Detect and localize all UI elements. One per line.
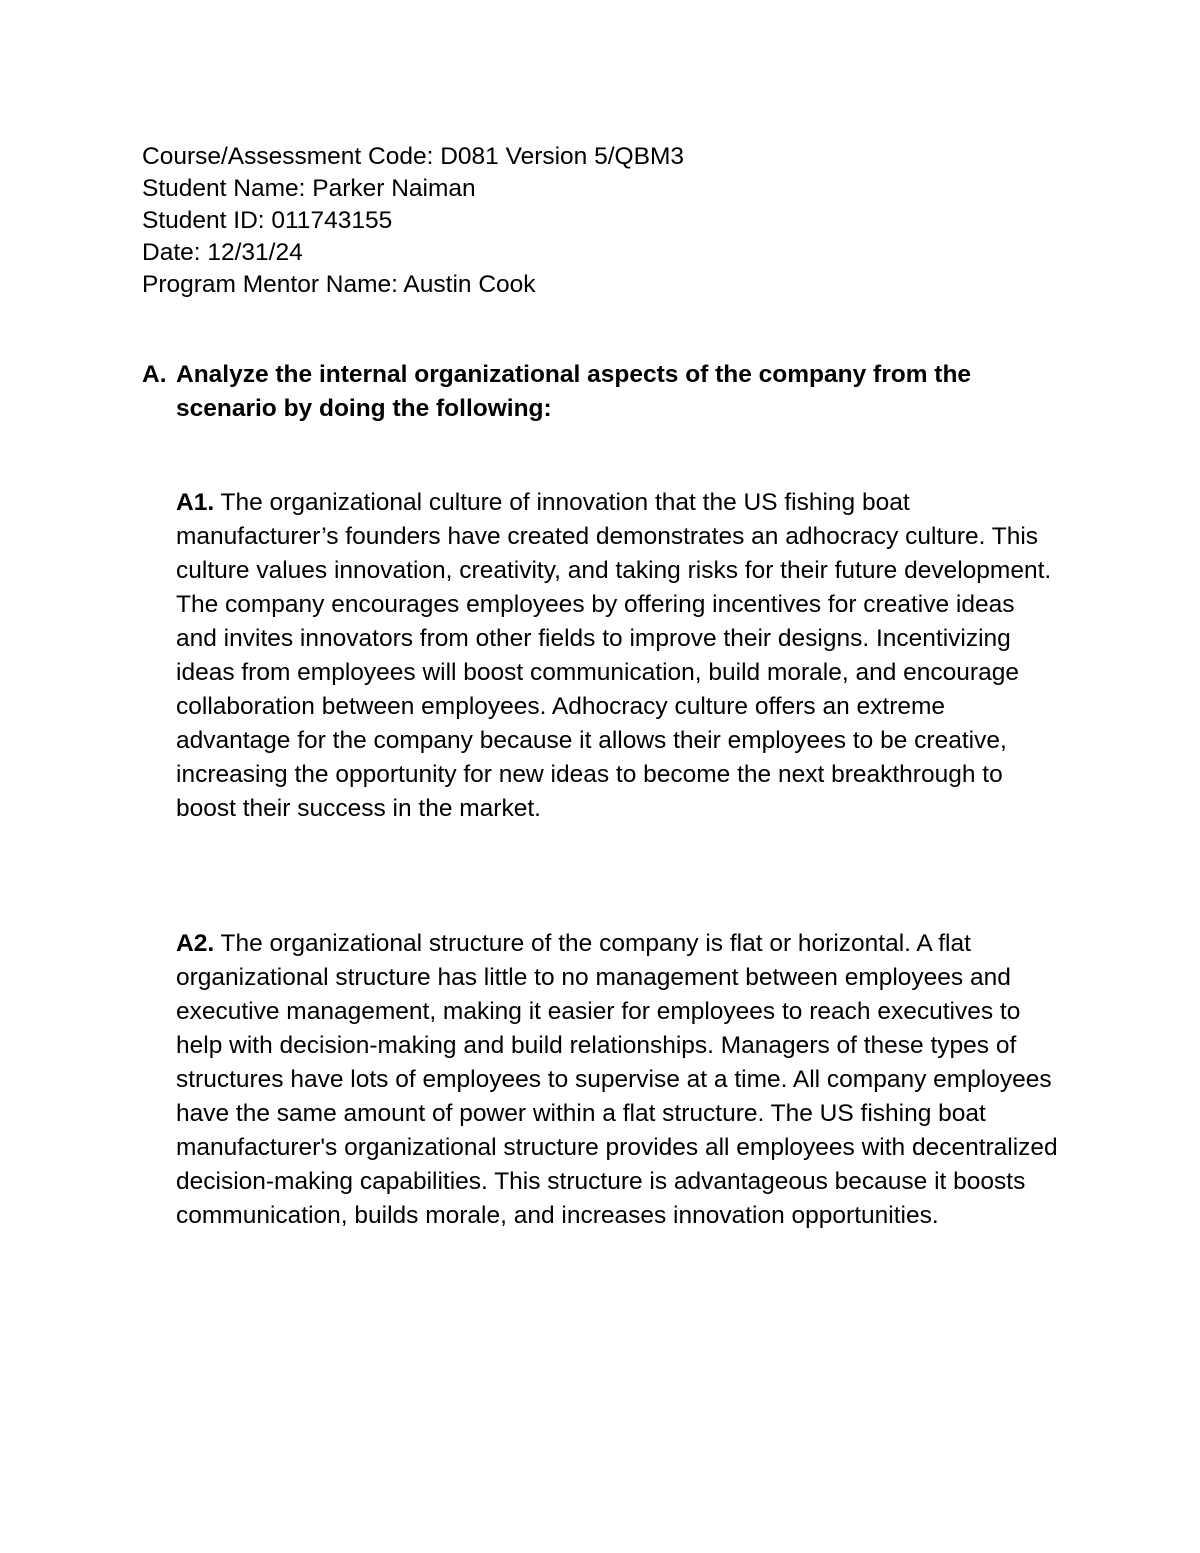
section-a-heading-text: Analyze the internal organizational aspects of the company from the scenario by doing the following: xyxy=(176,361,972,422)
section-a-letter: A. xyxy=(142,361,167,388)
student-id-line: Student ID: 011743155 xyxy=(142,207,393,234)
course-code-line: Course/Assessment Code: D081 Version 5/QBM3 xyxy=(142,143,684,170)
date-line: Date: 12/31/24 xyxy=(142,239,303,266)
paragraph-a2-label: A2. xyxy=(176,930,215,957)
document-header xyxy=(142,141,1102,301)
paragraph-a2-text: The organizational structure of the company is flat or horizontal. A flat organizational structure has little to no management between employees and executive management, making it easier for employees to reach executives to help with decision-making and build relationships. Managers of these types of structures have lots of employees to supervise at a time. All company employees have the same amount of power within a flat structure. The US fishing boat manufacturer's organizational structure provides all employees with decentralized decision-making capabilities. This structure is advantageous because it boosts communication, builds morale, and increases innovation opportunities. xyxy=(176,930,1058,1229)
paragraph-a1 xyxy=(176,486,1061,826)
paragraph-a2 xyxy=(176,927,1061,1233)
paragraph-a1-text: The organizational culture of innovation that the US fishing boat manufacturer’s founders have created demonstrates an adhocracy culture. This culture values innovation, creativity, and taking risks for their future development. The company encourages employees by offering incentives for creative ideas and invites innovators from other fields to improve their designs. Incentivizing ideas from employees will boost communication, build morale, and encourage collaboration between employees. Adhocracy culture offers an extreme advantage for the company because it allows their employees to be creative, increasing the opportunity for new ideas to become the next breakthrough to boost their success in the market. xyxy=(176,489,1052,822)
student-name-line: Student Name: Parker Naiman xyxy=(142,175,476,202)
paragraph-a1-label: A1. xyxy=(176,489,215,516)
section-a-heading xyxy=(142,358,1062,426)
mentor-line: Program Mentor Name: Austin Cook xyxy=(142,271,536,298)
